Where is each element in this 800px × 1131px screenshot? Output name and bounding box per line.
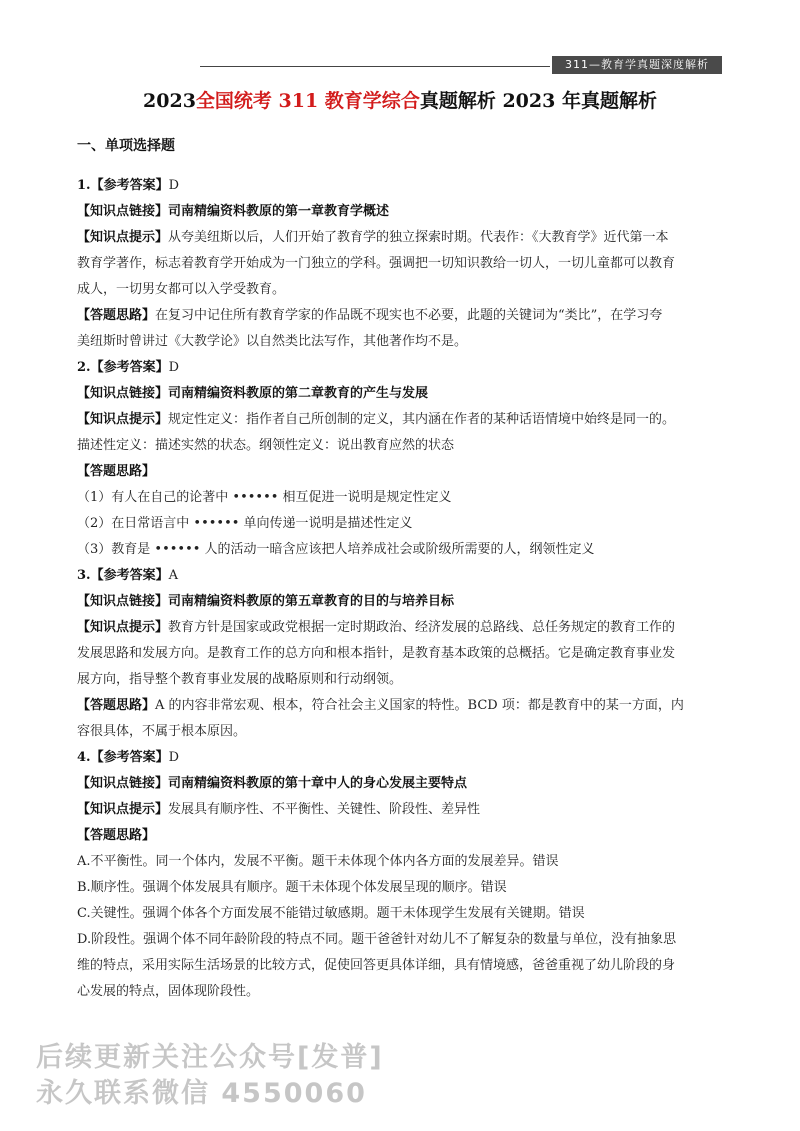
- text-line: [77, 251, 727, 277]
- text-line: [77, 719, 727, 745]
- text-line: [77, 641, 727, 667]
- line-text: 心发展的特点，固体现阶段性。: [77, 984, 260, 999]
- line-label: 2.【参考答案】: [77, 360, 169, 375]
- text-line: [77, 979, 727, 1005]
- text-line: [77, 667, 727, 693]
- title-year: 2023: [143, 90, 196, 112]
- line-label: 1.【参考答案】: [77, 178, 169, 193]
- line-text: C.关键性。强调个体各个方面发展不能错过敏感期。题干未体现学生发展有关键期。错误: [77, 906, 585, 921]
- text-line: [77, 173, 727, 199]
- text-line: [77, 875, 727, 901]
- text-lines: [77, 173, 727, 1005]
- document-body: [77, 136, 727, 1005]
- text-line: [77, 485, 727, 511]
- line-label: 【答题思路】: [77, 828, 156, 843]
- line-text: D: [168, 750, 180, 765]
- line-label: 【答题思路】: [77, 464, 156, 479]
- text-line: [77, 225, 727, 251]
- line-text: D: [168, 360, 180, 375]
- text-line: [77, 797, 727, 823]
- text-line: [77, 745, 727, 771]
- line-text: 从夸美纽斯以后，人们开始了教育学的独立探索时期。代表作：《大教育学》近代第一本: [168, 230, 669, 245]
- text-line: [77, 355, 727, 381]
- line-label: 【知识点链接】: [77, 594, 169, 609]
- line-text: 容很具体，不属于根本原因。: [77, 724, 247, 739]
- line-text: 司南精编资料教原的第五章教育的目的与培养目标: [168, 594, 455, 609]
- line-label: 4.【参考答案】: [77, 750, 169, 765]
- line-text: D: [168, 178, 180, 193]
- text-line: [77, 537, 727, 563]
- line-text: A: [168, 568, 178, 583]
- title-highlight: 全国统考 311 教育学综合: [195, 90, 420, 112]
- text-line: [77, 589, 727, 615]
- line-text: 司南精编资料教原的第二章教育的产生与发展: [168, 386, 429, 401]
- line-text: A 的内容非常宏观、根本，符合社会主义国家的特性。BCD 项：都是教育中的某一方面，内: [155, 698, 684, 713]
- page-title: [0, 86, 800, 113]
- section-heading: 一、单项选择题: [77, 138, 175, 154]
- line-text: （3）教育是 •••••• 人的活动一暗含应该把人培养成社会或阶级所需要的人，纲领性定义: [77, 542, 595, 557]
- line-label: 【答题思路】: [77, 308, 156, 323]
- line-text: 维的特点，采用实际生活场景的比较方式，促使回答更具体详细，具有情境感，爸爸重视了幼儿阶段的身: [77, 958, 676, 973]
- line-text: 教育方针是国家或政党根据一定时期政治、经济发展的总路线、总任务规定的教育工作的: [168, 620, 676, 635]
- line-text: 司南精编资料教原的第一章教育学概述: [168, 204, 390, 219]
- text-line: [77, 693, 727, 719]
- text-line: [77, 615, 727, 641]
- line-label: 【知识点链接】: [77, 386, 169, 401]
- text-line: [77, 277, 727, 303]
- line-label: 【知识点链接】: [77, 776, 169, 791]
- line-text: 规定性定义：指作者自己所创制的定义，其内涵在作者的某种话语情境中始终是同一的。: [168, 412, 676, 427]
- line-label: 【知识点提示】: [77, 802, 169, 817]
- watermark-line-2: 永久联系微信 4550060: [36, 1078, 367, 1109]
- text-line: [77, 511, 727, 537]
- line-text: 在复习中记住所有教育学家的作品既不现实也不必要，此题的关键词为“类比”，在学习夸: [155, 308, 663, 323]
- text-line: [77, 199, 727, 225]
- text-line: [77, 823, 727, 849]
- line-text: 成人，一切男女都可以入学受教育。: [77, 282, 286, 297]
- header-tag: 311—教育学真题深度解析: [552, 56, 722, 74]
- text-line: [77, 953, 727, 979]
- line-label: 【知识点链接】: [77, 204, 169, 219]
- text-line: [77, 849, 727, 875]
- line-text: 展方向，指导整个教育事业发展的战略原则和行动纲领。: [77, 672, 403, 687]
- header-rule: [200, 66, 550, 67]
- line-text: 发展思路和发展方向。是教育工作的总方向和根本指针，是教育基本政策的总概括。它是确定教育事业发: [77, 646, 676, 661]
- text-line: [77, 459, 727, 485]
- line-label: 【答题思路】: [77, 698, 156, 713]
- line-text: 描述性定义：描述实然的状态。纲领性定义：说出教育应然的状态: [77, 438, 455, 453]
- text-line: [77, 303, 727, 329]
- line-text: B.顺序性。强调个体发展具有顺序。题干未体现个体发展呈现的顺序。错误: [77, 880, 507, 895]
- line-text: 司南精编资料教原的第十章中人的身心发展主要特点: [168, 776, 468, 791]
- line-text: D.阶段性。强调个体不同年龄阶段的特点不同。题干爸爸针对幼儿不了解复杂的数量与单位，没有抽象思: [77, 932, 677, 947]
- line-label: 【知识点提示】: [77, 412, 169, 427]
- text-line: [77, 329, 727, 355]
- line-label: 【知识点提示】: [77, 230, 169, 245]
- line-text: 发展具有顺序性、不平衡性、关键性、阶段性、差异性: [168, 802, 481, 817]
- text-line: [77, 563, 727, 589]
- watermark-line-1: 后续更新关注公众号[发普]: [36, 1042, 384, 1073]
- text-line: [77, 407, 727, 433]
- text-line: [77, 901, 727, 927]
- title-suffix: 真题解析 2023 年真题解析: [419, 90, 657, 112]
- watermark: [36, 1040, 384, 1112]
- line-text: 美纽斯时曾讲过《大教学论》以自然类比法写作，其他著作均不是。: [77, 334, 468, 349]
- text-line: [77, 771, 727, 797]
- line-text: （1）有人在自己的论著中 •••••• 相互促进一说明是规定性定义: [77, 490, 452, 505]
- line-text: 教育学著作，标志着教育学开始成为一门独立的学科。强调把一切知识教给一切人，一切儿童都可以教育: [77, 256, 676, 271]
- line-text: （2）在日常语言中 •••••• 单向传递一说明是描述性定义: [77, 516, 413, 531]
- text-line: [77, 433, 727, 459]
- text-line: [77, 381, 727, 407]
- line-label: 【知识点提示】: [77, 620, 169, 635]
- line-label: 3.【参考答案】: [77, 568, 169, 583]
- text-line: [77, 927, 727, 953]
- line-text: A.不平衡性。同一个体内，发展不平衡。题干未体现个体内各方面的发展差异。错误: [77, 854, 559, 869]
